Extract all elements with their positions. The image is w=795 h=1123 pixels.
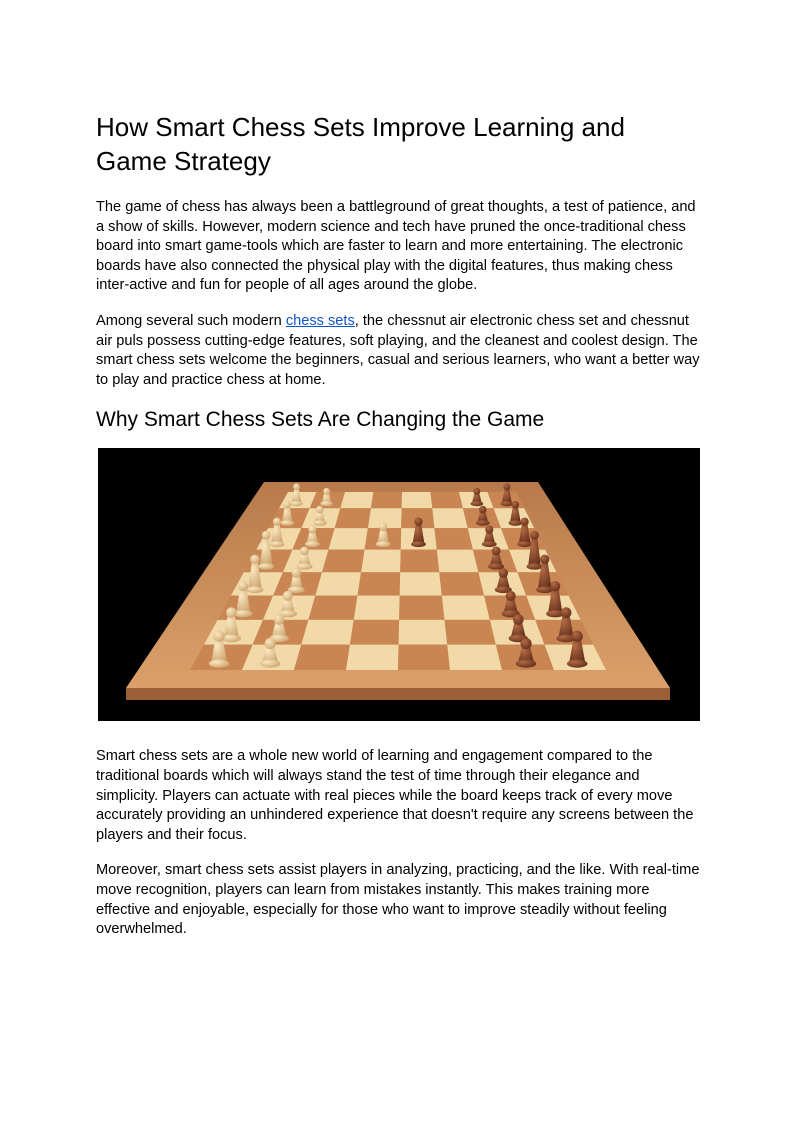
paragraph-smart-sets: Smart chess sets are a whole new world of learning and engagement compared to the traditional boards which will always stand the test of time through their elegance and simplicity. Players can actuate with real pieces while the board keeps track of every move accurately providing an unhindered experience that doesn't require any screens between the players and their focus. — [96, 748, 694, 843]
board-square — [335, 509, 371, 529]
board-square — [340, 492, 373, 508]
board-square — [442, 596, 490, 620]
paragraph-text-before-link: Among several such modern — [96, 312, 286, 329]
chess-board-illustration — [98, 448, 700, 721]
board-square — [354, 596, 400, 620]
board-square — [346, 645, 399, 670]
chess-board-image — [98, 448, 700, 721]
board-square — [399, 596, 444, 620]
board-square — [437, 550, 479, 573]
intro-paragraph: The game of chess has always been a battleground of great thoughts, a test of patience, and a show of skills. However, modern science and tech have pruned the once-traditional chess board into smart game-tools which are faster to learn and more entertaining. The electronic boards have also connected the physical play with the digital features, thus making chess inter-active and fun for people of all ages around the globe. — [96, 199, 696, 294]
board-square — [398, 645, 450, 670]
board-square — [399, 620, 448, 645]
board-square — [350, 620, 399, 645]
board-square — [294, 645, 350, 670]
paragraph-analysis: Moreover, smart chess sets assist players in analyzing, practicing, and the like. With real-time move recognition, players can learn from mistakes instantly. This makes training more effective and enjoyable, especially for those who want to improve steadily without feeling overwhelmed. — [96, 862, 700, 938]
board-square — [357, 573, 400, 596]
board-frame-edge — [126, 688, 670, 700]
board-square — [432, 509, 467, 529]
board-square — [439, 573, 484, 596]
board-square — [371, 492, 402, 508]
page-title: How Smart Chess Sets Improve Learning and Game Strategy — [96, 112, 625, 176]
board-square — [400, 550, 439, 573]
board-square — [308, 596, 357, 620]
board-square — [315, 573, 361, 596]
board-square — [301, 620, 353, 645]
board-square — [402, 492, 433, 508]
document-page — [96, 110, 700, 956]
board-square — [322, 550, 365, 573]
board-square — [445, 620, 496, 645]
paragraph-text-after-link: , the chessnut air electronic chess set and chessnut air puls possess cutting-edge features, soft playing, and the cleanest and coolest design. The smart chess sets welcome the beginners, casual and serious learners, who want a better way to play and practice chess at home. — [96, 312, 700, 388]
board-square — [431, 492, 463, 508]
chess-sets-link[interactable]: chess sets — [285, 312, 355, 329]
board-square — [361, 550, 401, 573]
board-square — [328, 528, 367, 549]
paragraph-chess-sets — [96, 312, 700, 390]
board-square — [447, 645, 502, 670]
section-heading: Why Smart Chess Sets Are Changing the Game — [96, 408, 545, 432]
board-square — [400, 573, 442, 596]
board-square — [434, 528, 472, 549]
